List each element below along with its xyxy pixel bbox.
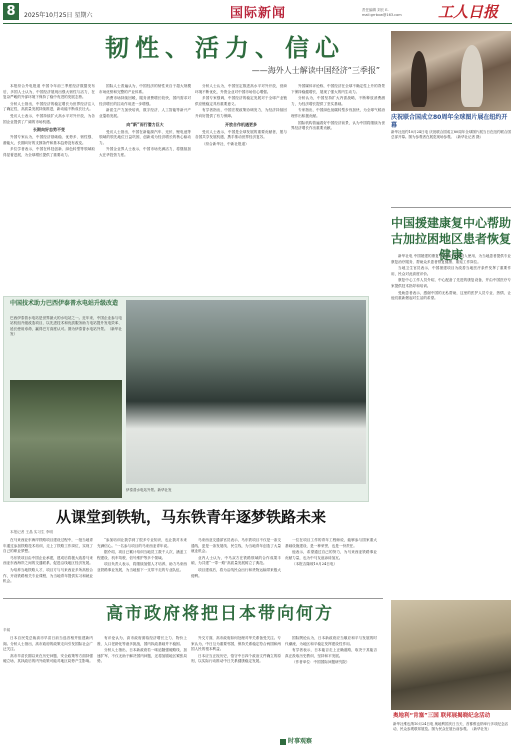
- editor-info: 责任编辑 刘长 E-mail:grrbxw@163.com: [362, 8, 402, 17]
- paragraph: 据介绍，项目已累计培训当地员工数千人次，涵盖工程建设、机车驾驶、信号维护等多个领域。: [97, 550, 187, 560]
- paragraph: 外国媒体评论称，中国经济在全球不确定性上升的背景下保持稳健增长，展现了强大的内生动力。: [291, 84, 385, 94]
- hydro-photo-large: [126, 300, 366, 484]
- caption-text: 新华社纽约10月24日电 庆祝联合国成立80周年全球图片展当日在纽约联合国总部开幕。图为参观者在展览现场参观。（新华社记者 摄）: [391, 130, 511, 139]
- paragraph: 马来西亚交通部官员表示，马东铁项目不仅是一条交通线，更是一条发展线、民生线，为当地青年创造了大量就业机会。: [191, 538, 281, 554]
- rail-column-4: [285, 538, 377, 594]
- paragraph: （本报吉隆坡10月24日电）: [292, 562, 338, 567]
- page-number: 8: [3, 3, 19, 20]
- rail-headline: 从课堂到铁轨，马东铁青年逐梦铁路未来: [55, 508, 326, 526]
- paragraph: 有学者指出，中国宏观政策协调发力，为经济持续回升向好提供了有力保障。: [195, 108, 287, 118]
- right-story-body: [391, 254, 511, 594]
- paragraph: 项目建成后，将为沿线民众出行和货物运输带来极大便利。: [191, 567, 281, 578]
- masthead: [0, 0, 515, 24]
- paragraph: 外国专家认为，中国经济基础稳、优势多、韧性强、潜能大，长期向好的支撑条件和基本趋势没有改变。: [3, 135, 95, 145]
- paragraph: 外国企业界人士表示，中国市场充满活力，将继续加大在华投资力度。: [99, 147, 191, 157]
- paragraph: 受助患者表示，感谢中国的无私帮助，这里的医护人员专业、热情，让他们重新燃起对生活的希望。: [391, 290, 511, 301]
- lead-subsection-title: 开放合作机遇更多: [225, 121, 257, 127]
- paragraph: 受访人士指出，中国在新能源汽车、光伏、锂电池等领域的领先地位日益巩固，创新成为经济增长的核心驱动力。: [99, 129, 191, 145]
- lead-column-3: [195, 84, 287, 292]
- paragraph: 有学者表示，日本能否走上正确道路，取决于其能否真正汲取历史教训，坚持和平发展。: [285, 648, 377, 658]
- paragraph: 分析人士指出，中国经济的稳定增长为世界经济注入了确定性，高质量发展持续推进，新动能不断成长壮大。: [3, 101, 95, 112]
- lead-column-4: [291, 84, 385, 292]
- rail-column-1: [3, 538, 93, 594]
- right-headline: 中国援建康复中心帮助古加拉困地区患者恢复健康: [391, 216, 512, 262]
- newspaper-logo: 工人日报: [438, 3, 499, 21]
- paragraph: 康复中心工作人员介绍，中心配备了先进的康复设备，并由中国医疗专家提供技术指导和培训。: [391, 278, 511, 288]
- paragraph: 国际人士普遍认为，中国经济的韧性来自于超大规模市场优势和完整的产业体系。: [99, 84, 191, 94]
- masthead-rule: [3, 23, 512, 24]
- paragraph: 多位学者表示，中国在科技创新、绿色转型等领域取得显著进展，为全球增长提供了重要动力。: [3, 147, 95, 157]
- publication-date: 2025年10月25日 星期六: [24, 12, 93, 19]
- lead-subsection-title: 向“新”而行潜力巨大: [126, 121, 164, 127]
- square-icon: [280, 739, 286, 745]
- paragraph: 本报综合外电报道 中国今年前三季度经济数据发布后，多国人士认为，中国经济展现出强大韧性与活力，在复杂严峻的外部环境下保持了稳中有进的发展态势。: [3, 84, 95, 100]
- caption-title: 庆祝联合国成立80周年全球图片展在纽约开幕: [391, 114, 508, 129]
- paragraph: 马东铁项目由中国企业承建，建成后将极大改善马来西亚东西海岸之间的交通联系，促进沿线地区经济发展。: [3, 555, 93, 566]
- paragraph: 日本应当正视历史，恪守中日四个政治文件确立的原则，以实际行动推动中日关系健康稳定发展。: [191, 653, 281, 664]
- japan-byline: 辛闻: [3, 628, 11, 632]
- photo-caption: [391, 114, 511, 140]
- paragraph: 国际机构普遍看好中国经济前景，认为中国将继续为世界经济增长作出重要贡献。: [291, 120, 385, 131]
- paragraph: 专家指出，中国绿色低碳转型步伐加快，为全球气候治理作出积极贡献。: [291, 108, 385, 118]
- exhibition-photo: [391, 31, 511, 111]
- japan-column-1: [3, 636, 93, 734]
- footer-label-text: 时事观察: [288, 738, 313, 745]
- paragraph: 当地卫生官员表示，中国援建项目为改善当地医疗条件发挥了重要作用，民众对此高度评价。: [391, 266, 511, 276]
- lead-column-2: [99, 84, 191, 292]
- lead-headline: 韧性、活力、信心: [105, 34, 345, 62]
- japan-column-2: [97, 636, 187, 734]
- paragraph: “参加培训让我学到了很多专业知识，也让我对未来充满信心。”一名参与项目的马来西亚青年说。: [97, 538, 187, 548]
- paragraph: 分析人士认为，中国坚定推进高水平对外开放，营商环境不断优化，外资企业对中国市场信心增强。: [195, 84, 287, 94]
- japan-column-3: [191, 636, 281, 734]
- divider: [391, 207, 511, 208]
- paragraph: 受访人士表示，中国持续扩大高水平对外开放，为各国企业提供了广阔的市场机遇。: [3, 113, 95, 124]
- paragraph: 受访人士表示，中国是全球发展的重要贡献者，愿与各国共享发展机遇，携手推动世界经济复苏。: [195, 129, 287, 140]
- paragraph: 日本自民党总裁高市早苗日前当选首相并组建新内阁。分析人士指出，高市政府的政策走向引发国际社会广泛关注。: [3, 636, 93, 652]
- paragraph: 他表示，希望通过自己的努力，为马来西亚铁路事业贡献力量，也为中马友谊添砖加瓦。: [285, 550, 377, 560]
- paragraph: 有评论认为，高市政府面临经济增长乏力、物价上涨、人口老龄化等诸多挑战，国内执政基础并不稳固。: [97, 636, 187, 646]
- hydro-photo-caption: 伊泰普水电站外景。新华社发: [126, 488, 172, 492]
- lead-subhead: ——海外人士解读中国经济“三季报”: [251, 66, 380, 75]
- austria-photo-caption: 新华社维也纳10月24日电 奥地利国庆日当天，首都维也纳举行多项纪念活动，民众参观联邦展览。图为民众在展台前参观。（新华社发）: [393, 722, 509, 731]
- paragraph: 国际舆论认为，日本新政府应当顺应和平与发展的时代潮流，为地区和平稳定发挥建设性作用。: [285, 636, 377, 646]
- hydro-photo-small: [10, 380, 122, 498]
- austria-photo-title: 奥地利“肯塞”三国 联邦展揭晓纪念活动: [393, 713, 491, 719]
- paragraph: 新质生产力加快培育，数字经济、人工智能等新兴产业蓬勃发展。: [99, 108, 191, 118]
- paragraph: 在马来西亚东海岸铁路项目建设过程中，一批当地青年通过参加铁路技术培训，走上了铁路工作岗位，实现了自己的职业梦想。: [3, 538, 93, 554]
- paragraph: 分析认为，中国坚持扩大内需战略，不断释放消费潜力，为经济增长提供了坚实基础。: [291, 96, 385, 106]
- visitor-figure: [461, 45, 483, 107]
- rail-byline: 本报记者 王晶 实习生 李明: [10, 530, 53, 534]
- paragraph: 新华社电 中国援建的康复中心近日正式投入使用，为当地患者提供专业康复治疗服务，帮助众多患者恢复健康、重返工作岗位。: [391, 254, 511, 264]
- footer-column-label: [280, 738, 312, 746]
- paragraph: 多国专家强调，中国经济的稳定发展对于全球产业链供应链稳定具有重要意义。: [195, 96, 287, 106]
- section-title: 国际新闻: [230, 6, 287, 21]
- visitor-figure: [411, 51, 427, 107]
- paragraph: 外交方面，高市政府如何处理对华关系备受关注。专家认为，中日互为重要邻国，保持关系稳定符合两国和两国人民的根本利益。: [191, 636, 281, 652]
- japan-headline: 高市政府将把日本带向何方: [106, 604, 334, 624]
- paragraph: 项目负责人表示，将继续加强人才培养，助力马来西亚铁路事业发展，为当地留下一支带不走的专业队伍。: [97, 562, 187, 572]
- paragraph: 高市早苗长期以来在历史问题、安全政策等方面持强硬立场，其执政后的内外政策可能对地区局势产生影响。: [3, 653, 93, 664]
- hydro-text: 巴西伊泰普水电站是世界最大的水电站之一。近年来，中国企业参与电站机组升级改造项目，以先进技术和优质服务助力电站提升发电效率、延长使用寿命，赢得巴方高度认可。图为伊泰普水电站外景。（新华社发）: [10, 316, 122, 337]
- paragraph: （作者单位：中国国际问题研究院）: [292, 660, 350, 665]
- divider: [3, 598, 383, 599]
- austria-photo: [391, 600, 511, 710]
- paragraph: （综合新华社、中新社报道）: [202, 141, 249, 146]
- paragraph: 消费市场持续回暖，服务消费增长较快，国内需求对经济增长的拉动作用进一步增强。: [99, 96, 191, 106]
- paragraph: 一位在项目工作的青年工程师说，能够参与国家重大基础设施建设，是一种荣誉，也是一份责任。: [285, 538, 377, 548]
- lead-column-1: [3, 84, 95, 292]
- rail-column-2: [97, 538, 187, 594]
- paragraph: 分析人士指出，日本新政府若一味追随强硬路线，加速扩军，不仅无助于解决国内问题，还将加剧地区紧张局势。: [97, 648, 187, 664]
- rail-column-3: [191, 538, 281, 594]
- paragraph: 为培养当地铁路人才，项目方与马来西亚多所高校合作，开设铁路相关专业课程，为当地青年提供实习和就业机会。: [3, 567, 93, 584]
- japan-column-4: [285, 636, 377, 734]
- hydro-title: 中国技术助力巴西伊泰普水电站升级改造: [10, 300, 119, 307]
- paragraph: 业内人士认为，中马双方在铁路领域的合作成果丰硕，为共建“一带一路”高质量发展树立了典范。: [191, 555, 281, 566]
- lead-subsection-title: 长期向好态势不变: [33, 127, 65, 133]
